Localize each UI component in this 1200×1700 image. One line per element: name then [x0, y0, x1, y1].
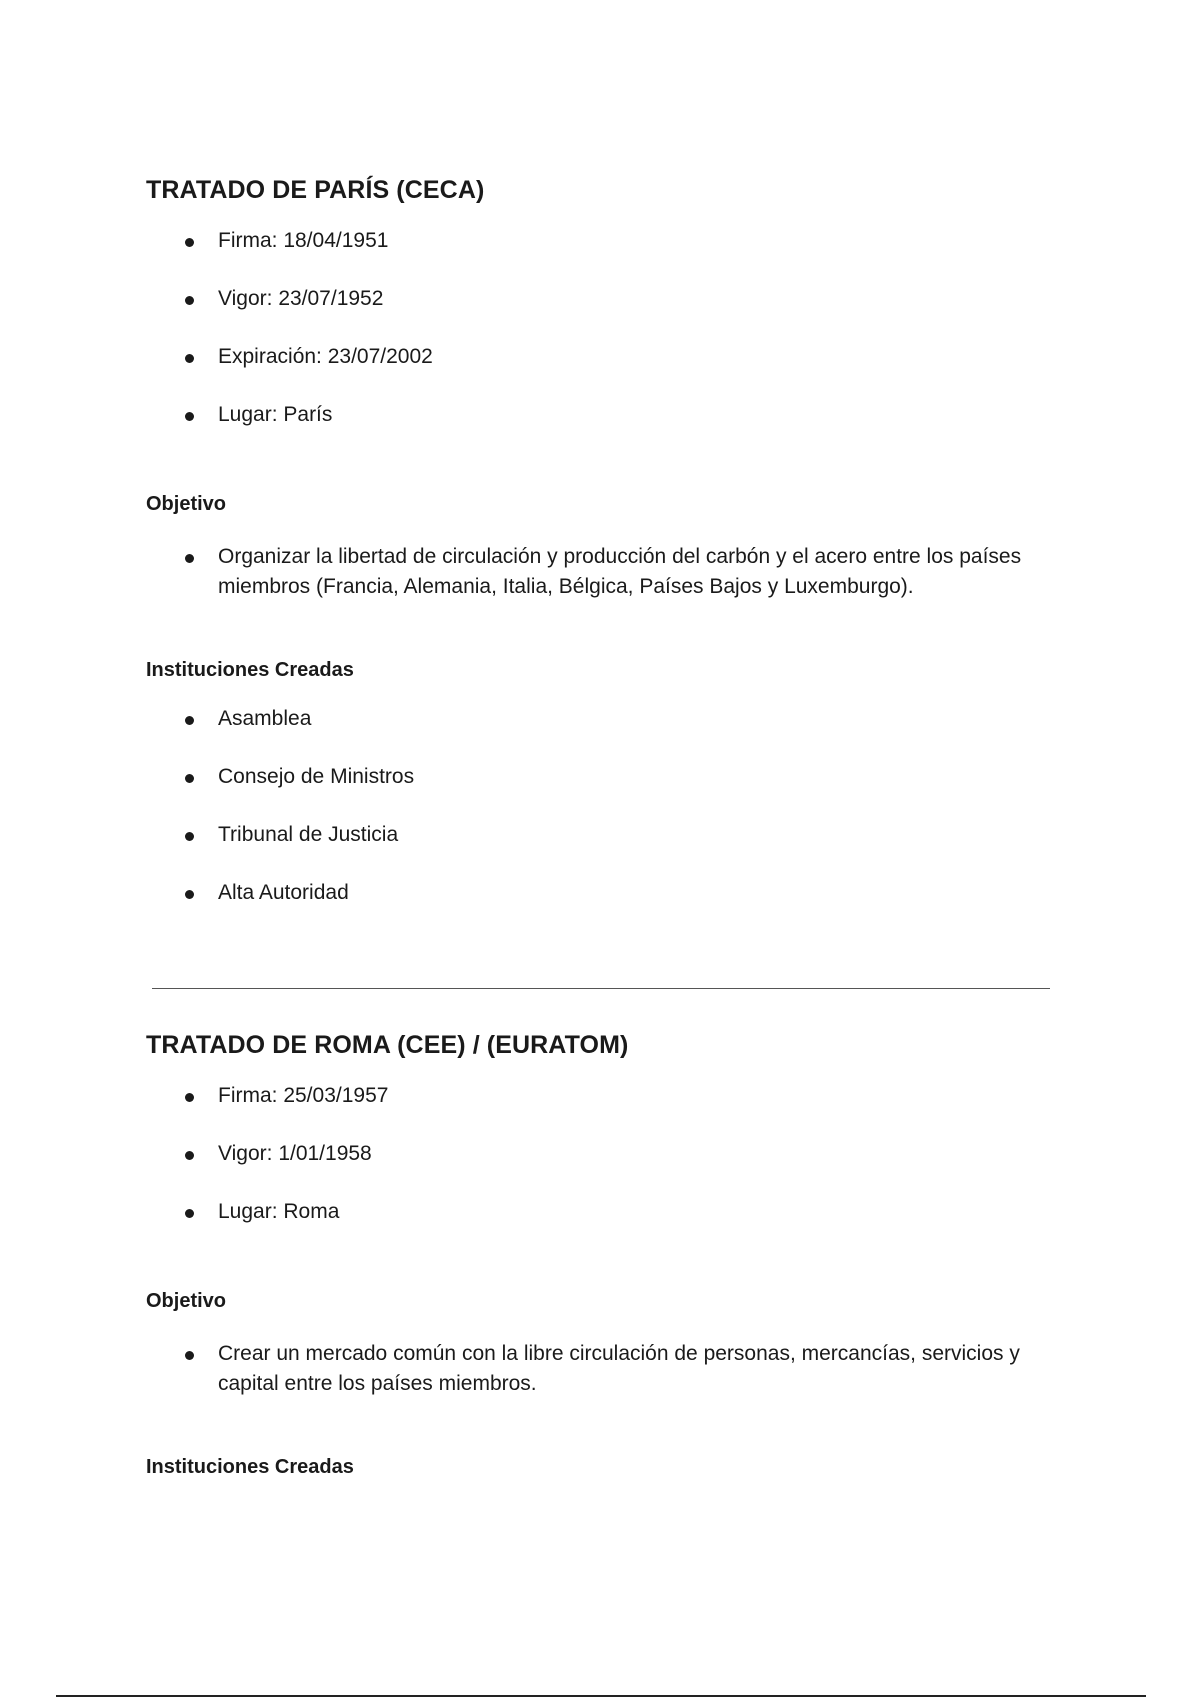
list-item: Crear un mercado común con la libre circulación de personas, mercancías, servicios y capital entre los países miembros.: [146, 1339, 1056, 1399]
list-item: Asamblea: [146, 704, 1056, 734]
bullet-icon: [185, 832, 194, 841]
bullet-icon: [185, 1209, 194, 1218]
objetivo-list: [146, 1339, 1056, 1399]
list-item: Vigor: 23/07/1952: [146, 284, 1056, 314]
list-item: Lugar: Roma: [146, 1197, 1056, 1227]
objetivo-heading: Objetivo: [146, 493, 227, 515]
page-bottom-rule: [56, 1695, 1146, 1697]
bullet-icon: [185, 890, 194, 899]
instituciones-heading: Instituciones Creadas: [146, 659, 354, 681]
bullet-icon: [185, 354, 194, 363]
instituciones-heading: Instituciones Creadas: [146, 1456, 354, 1478]
list-item: Vigor: 1/01/1958: [146, 1139, 1056, 1169]
list-item: Consejo de Ministros: [146, 762, 1056, 792]
section-title: TRATADO DE ROMA (CEE) / (EURATOM): [146, 1031, 629, 1059]
list-item: Tribunal de Justicia: [146, 820, 1056, 850]
section-title: TRATADO DE PARÍS (CECA): [146, 176, 485, 204]
list-item: Lugar: París: [146, 400, 1056, 430]
info-list: [146, 1081, 1056, 1227]
bullet-icon: [185, 554, 194, 563]
objetivo-list: [146, 542, 1056, 602]
bullet-icon: [185, 238, 194, 247]
list-item: Firma: 25/03/1957: [146, 1081, 1056, 1111]
list-item: Expiración: 23/07/2002: [146, 342, 1056, 372]
list-item: Firma: 18/04/1951: [146, 226, 1056, 256]
bullet-icon: [185, 716, 194, 725]
objetivo-heading: Objetivo: [146, 1290, 227, 1312]
bullet-icon: [185, 1351, 194, 1360]
section-tratado-paris: [146, 172, 1056, 908]
list-item: Organizar la libertad de circulación y producción del carbón y el acero entre los países miembros (Francia, Alemania, Italia, Bélgica, Países Bajos y Luxemburgo).: [146, 542, 1056, 602]
bullet-icon: [185, 412, 194, 421]
bullet-icon: [185, 774, 194, 783]
list-item: Alta Autoridad: [146, 878, 1056, 908]
section-tratado-roma: [146, 1027, 1056, 1481]
bullet-icon: [185, 296, 194, 305]
section-divider: [152, 988, 1050, 989]
bullet-icon: [185, 1151, 194, 1160]
instituciones-list: [146, 704, 1056, 908]
bullet-icon: [185, 1093, 194, 1102]
info-list: [146, 226, 1056, 430]
